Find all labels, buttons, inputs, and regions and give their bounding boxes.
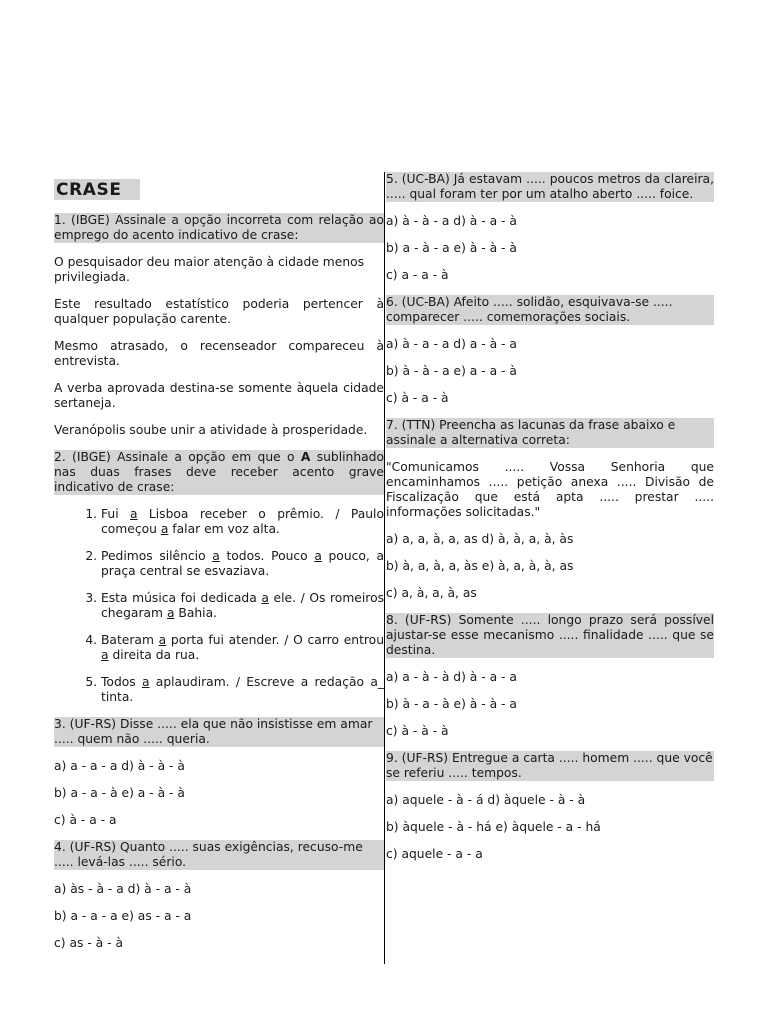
q7-option-2: b) à, a, à, a, às e) à, a, à, à, as <box>386 559 574 573</box>
question-2 <box>54 450 384 495</box>
q6-option-1: a) à - a - a d) a - à - a <box>386 337 517 351</box>
q6-option-3: c) à - a - à <box>386 391 449 405</box>
q2-text-a: 2. (IBGE) Assinale a opção em que o <box>54 450 301 464</box>
q2-item-4: 4. Bateram a porta fui atender. / O carro entrou a direita da rua. <box>101 633 384 663</box>
q2-item-3: 3. Esta música foi dedicada a ele. / Os romeiros chegaram a Bahia. <box>101 591 384 621</box>
q3-option-3: c) à - a - a <box>54 813 117 827</box>
q4-option-1: a) às - à - a d) à - a - à <box>54 882 192 896</box>
question-1: 1. (IBGE) Assinale a opção incorreta com relação ao emprego do acento indicativo de crase: <box>54 213 384 242</box>
question-3: 3. (UF-RS) Disse ..... ela que não insistisse em amar ..... quem não ..... queria. <box>54 717 384 747</box>
question-8: 8. (UF-RS) Somente ..... longo prazo será possível ajustar-se esse mecanismo ..... finalidade ..... que se destina. <box>386 613 714 657</box>
q2-list <box>54 507 384 705</box>
page-title: CRASE <box>54 179 140 200</box>
q8-option-1: a) a - à - à d) à - a - a <box>386 670 517 684</box>
q1-item-1: O pesquisador deu maior atenção à cidade menos privilegiada. <box>54 255 365 284</box>
question-7: 7. (TTN) Preencha as lacunas da frase abaixo e assinale a alternativa correta: <box>386 418 714 448</box>
right-column <box>386 172 714 874</box>
q3-option-2: b) a - a - à e) a - à - à <box>54 786 185 800</box>
q3-option-1: a) a - a - a d) à - à - à <box>54 759 185 773</box>
question-4: 4. (UF-RS) Quanto ..... suas exigências, recuso-me ..... levá-las ..... sério. <box>54 840 384 870</box>
q1-item-3: Mesmo atrasado, o recenseador compareceu à entrevista. <box>54 339 384 368</box>
q8-option-2: b) à - a - à e) à - à - a <box>386 697 517 711</box>
question-6: 6. (UC-BA) Afeito ..... solidão, esquivava-se ..... comparecer ..... comemorações sociais. <box>386 295 714 325</box>
q9-option-1: a) aquele - à - á d) àquele - à - à <box>386 793 586 807</box>
q2-item-5: 5. Todos a aplaudiram. / Escreve a redação a_ tinta. <box>101 675 384 705</box>
q1-item-2: Este resultado estatístico poderia pertencer à qualquer população carente. <box>54 297 384 326</box>
q7-option-3: c) a, à, a, à, as <box>386 586 477 600</box>
q7-option-1: a) a, a, à, a, as d) à, à, a, à, às <box>386 532 574 546</box>
q1-item-4: A verba aprovada destina-se somente àquela cidade sertaneja. <box>54 381 384 410</box>
q9-option-2: b) àquele - à - há e) àquele - a - há <box>386 820 601 834</box>
q5-option-2: b) a - à - a e) à - à - à <box>386 241 517 255</box>
q2-bold-a: A <box>300 450 311 464</box>
q7-quote: "Comunicamos ..... Vossa Senhoria que encaminhamos ..... petição anexa ..... Divisão de Fiscalização que está apta ..... prestar ..... informações solicitadas." <box>386 460 714 519</box>
question-5: 5. (UC-BA) Já estavam ..... poucos metros da clareira, ..... qual foram ter por um atalho aberto ..... foice. <box>386 172 714 201</box>
q5-option-1: a) à - à - a d) à - a - à <box>386 214 517 228</box>
q2-item-1: 1. Fui a Lisboa receber o prêmio. / Paulo começou a falar em voz alta. <box>101 507 384 537</box>
q4-option-3: c) as - à - à <box>54 936 123 950</box>
q6-option-2: b) à - à - a e) a - a - à <box>386 364 517 378</box>
q5-option-3: c) a - a - à <box>386 268 449 282</box>
q2-item-2: 2. Pedimos silêncio a todos. Pouco a pouco, a praça central se esvaziava. <box>101 549 384 579</box>
q8-option-3: c) à - à - à <box>386 724 449 738</box>
q9-option-3: c) aquele - a - a <box>386 847 483 861</box>
question-9: 9. (UF-RS) Entregue a carta ..... homem ..... que você se referiu ..... tempos. <box>386 751 713 780</box>
q1-item-5: Veranópolis soube unir a atividade à prosperidade. <box>54 423 368 437</box>
left-column <box>54 172 384 963</box>
q4-option-2: b) a - a - a e) as - a - a <box>54 909 192 923</box>
column-divider <box>384 172 385 964</box>
q2-text-b: sublinhado nas duas frases deve receber acento grave indicativo de crase: <box>54 450 384 494</box>
